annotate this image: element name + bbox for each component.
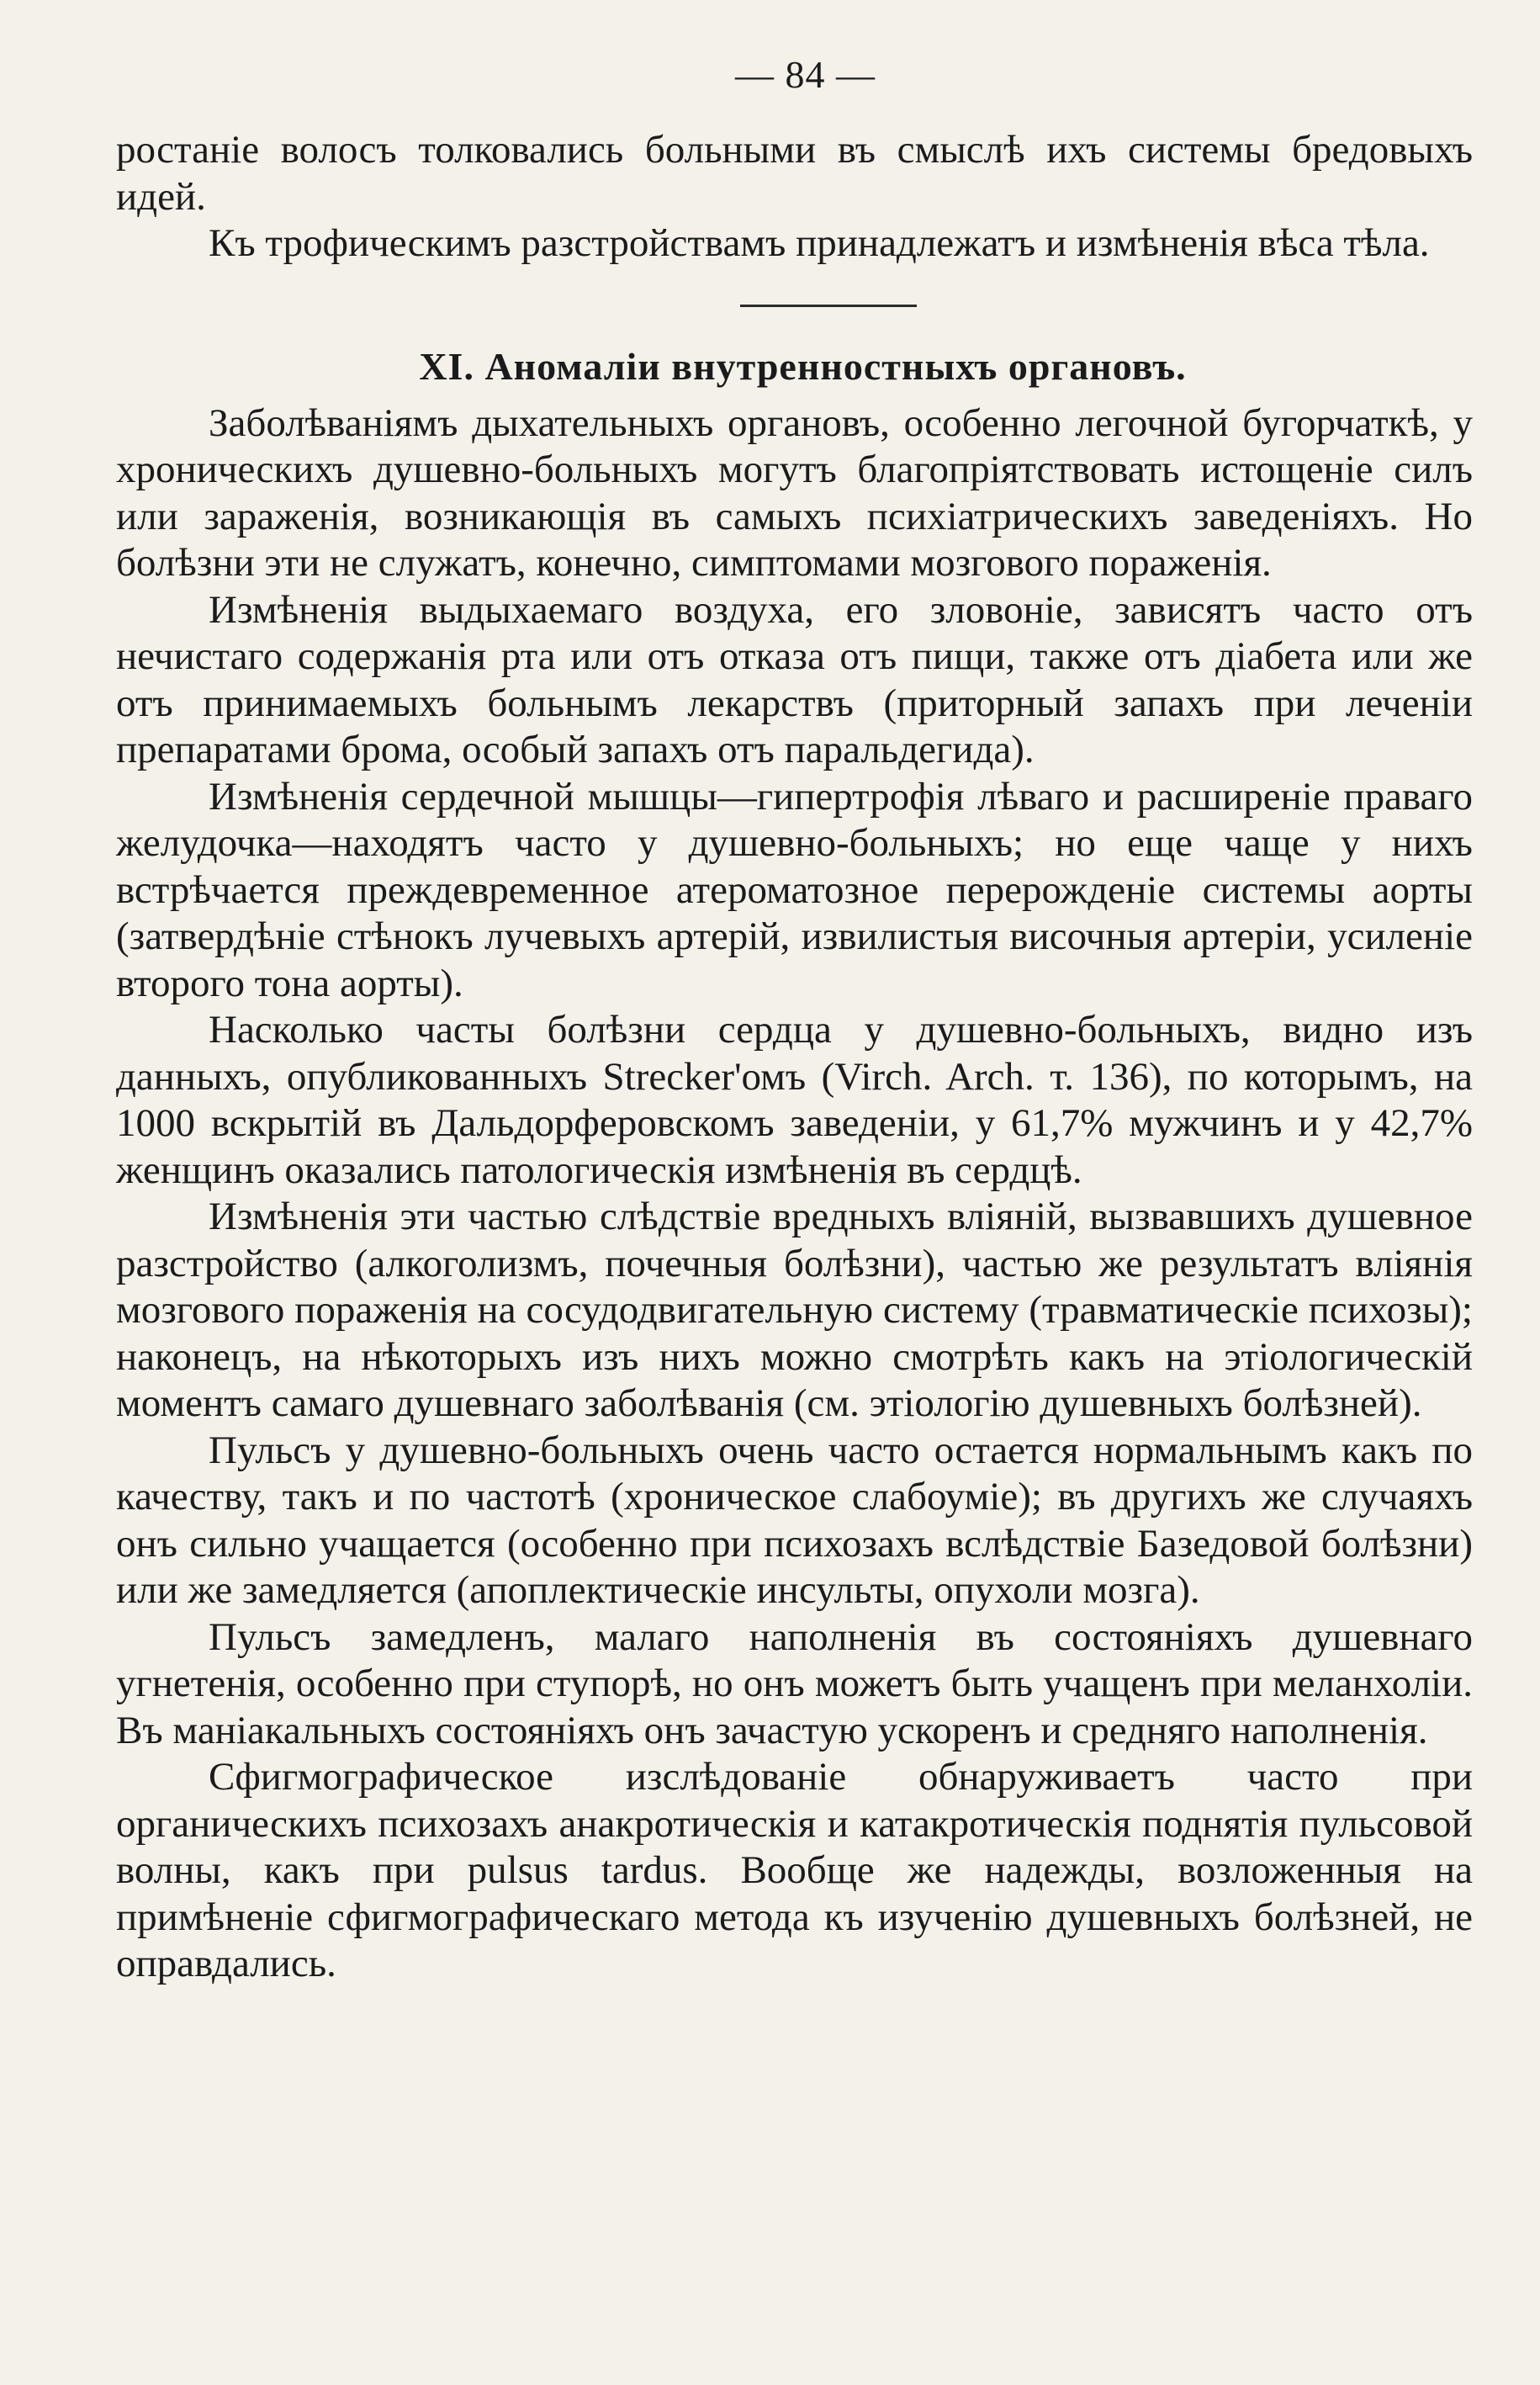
body-paragraph: Пульсъ у душевно-больныхъ очень часто остается нормальнымъ какъ по качеству, такъ и по частотѣ (хроническое слабоуміе); въ другихъ же случаяхъ онъ сильно учащается (особенно при психозахъ вслѣдствіе Базедовой болѣзни) или же замедляется (апоплектическіе инсульты, опухоли мозга). [116, 1428, 1473, 1612]
body-paragraph: Измѣненія выдыхаемаго воздуха, его зловоніе, зависятъ часто отъ нечистаго содержанія рта или отъ отказа отъ пищи, также отъ діабета или же отъ принимаемыхъ больнымъ лекарствъ (приторный запахъ при леченіи препаратами брома, особый запахъ отъ паральдегида). [116, 587, 1473, 771]
section-heading: XI. Аномаліи внутренностныхъ органовъ. [419, 344, 1187, 388]
body-paragraph: Заболѣваніямъ дыхательныхъ органовъ, особенно легочной бугорчаткѣ, у хроническихъ душевно-больныхъ могутъ благопріятствовать истощеніе силъ или зараженія, возникающія въ самыхъ психіатрическихъ заведеніяхъ. Но болѣзни эти не служатъ, конечно, симптомами мозгового пораженія. [116, 400, 1473, 585]
body-paragraph: Измѣненія сердечной мышцы—гипертрофія лѣваго и расширеніе праваго желудочка—находятъ часто у душевно-больныхъ; но еще чаще у нихъ встрѣчается преждевременное атероматозное перерожденіе системы аорты (затвердѣніе стѣнокъ лучевыхъ артерій, извилистыя височныя артеріи, усиленіе второго тона аорты). [116, 774, 1473, 1005]
intro-paragraph: Къ трофическимъ разстройствамъ принадлежатъ и измѣненія вѣса тѣла. [209, 221, 1430, 265]
body-paragraph: Пульсъ замедленъ, малаго наполненія въ состояніяхъ душевнаго угнетенія, особенно при ступорѣ, но онъ можетъ быть учащенъ при меланхоліи. Въ маніакальныхъ состояніяхъ онъ зачастую ускоренъ и средняго наполненія. [116, 1614, 1473, 1752]
body-paragraph: Насколько часты болѣзни сердца у душевно-больныхъ, видно изъ данныхъ, опубликованныхъ Strecker'омъ (Virch. Arch. т. 136), по которымъ, на 1000 вскрытій въ Дальдорферовскомъ заведеніи, у 61,7% мужчинъ и у 42,7% женщинъ оказались патологическія измѣненія въ сердцѣ. [116, 1008, 1473, 1192]
section-divider [740, 305, 917, 307]
page-number: — 84 — [735, 53, 876, 96]
body-paragraph: Измѣненія эти частью слѣдствіе вредныхъ вліяній, вызвавшихъ душевное разстройство (алкоголизмъ, почечныя болѣзни), частью же результатъ вліянія мозгового пораженія на сосудодвигательную систему (травматическіе психозы); наконецъ, на нѣкоторыхъ изъ нихъ можно смотрѣть какъ на этіологическій моментъ самаго душевнаго заболѣванія (см. этіологію душевныхъ болѣзней). [116, 1195, 1473, 1425]
intro-paragraph: ростаніе волосъ толковались больными въ смыслѣ ихъ системы бредовыхъ идей. [116, 128, 1473, 219]
body-paragraph: Сфигмографическое изслѣдованіе обнаруживаетъ часто при органическихъ психозахъ анакротическія и катакротическія поднятія пульсовой волны, какъ при pulsus tardus. Вообще же надежды, возложенныя на примѣненіе сфигмографическаго метода къ изученію душевныхъ болѣзней, не оправдались. [116, 1755, 1473, 1985]
